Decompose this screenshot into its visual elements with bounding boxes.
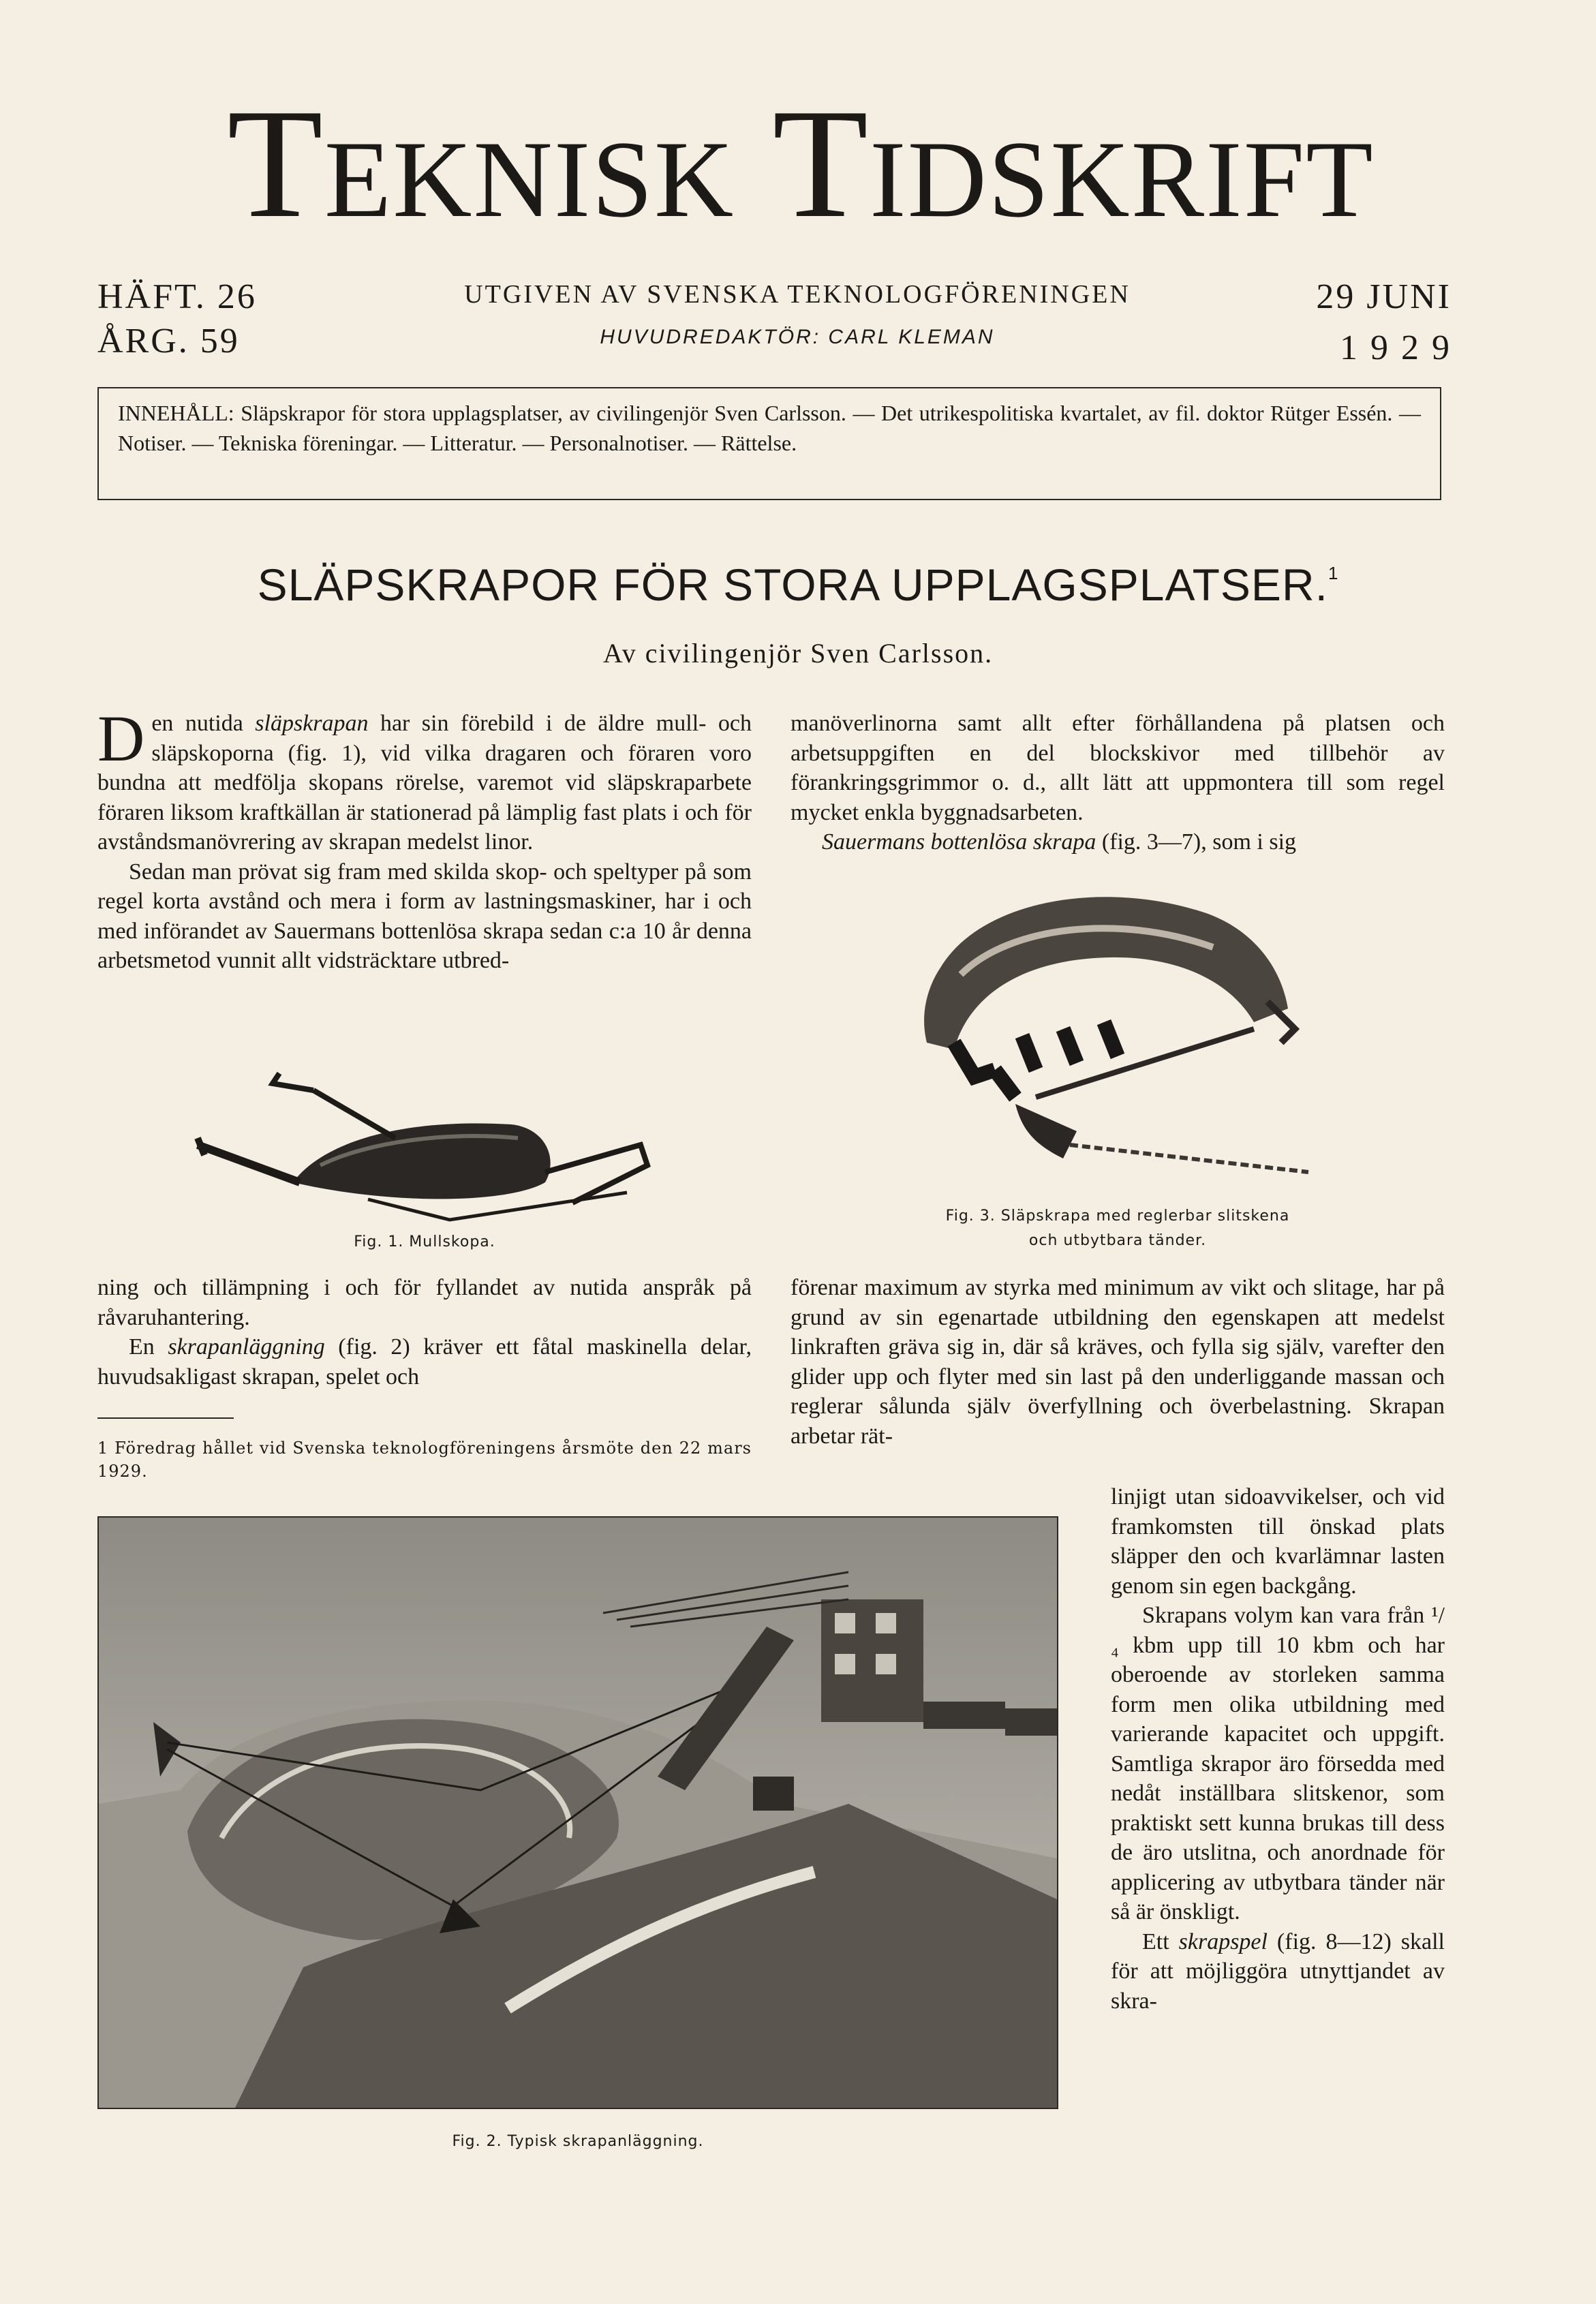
issue-year: 1 9 2 9	[1340, 328, 1452, 367]
fig2-caption: Fig. 2. Typisk skrapanläggning.	[452, 2133, 704, 2150]
footnote: 1 Föredrag hållet vid Svenska teknologföreningens årsmöte den 22 mars 1929.	[97, 1439, 752, 1481]
fig2-image	[97, 1516, 1058, 2109]
footnote-rule	[97, 1417, 234, 1419]
article-byline: Av civilingenjör Sven Carlsson.	[602, 638, 994, 669]
table-of-contents: INNEHÅLL: Släpskrapor för stora upplagsplatser, av civilingenjör Sven Carlsson. — Det utrikespolitiska kvartalet, av fil. doktor Rütger Essén. — Notiser. — Tekniska föreningar. — Litteratur. — Personalnotiser. — Rättelse.	[97, 387, 1441, 500]
fig3-caption-line1: Fig. 3. Släpskrapa med reglerbar slitskena	[945, 1208, 1290, 1225]
left-column-text-1: Den nutida släpskrapan har sin förebild i de äldre mull- och släpskoporna (fig. 1), vid vilka dragaren och föraren voro bundna att medfölja skopans rörelse, varemot vid släpskraparbete föraren liksom kraftkällan är stationerad på lämplig fast plats i och för avståndsmanövrering av skrapan medelst linor. Sedan man prövat sig fram med skilda skop- och speltyper på som regel korta avstånd och mera i form av lastningsmaskiner, har i och med införandet av Sauermans bottenlösa skrapa sedan c:a 10 år denna arbetsmetod vunnit allt vidsträcktare utbred-	[97, 702, 752, 973]
footnote-marker: 1	[1328, 563, 1339, 583]
left-column-text-2: ning och tillämpning i och för fyllandet av nutida anspråk på råvaruhantering. En skrapanläggning (fig. 2) kräver ett fåtal maskinella delar, huvudsakligast skrapan, spelet och	[97, 1275, 752, 1389]
issue-number: HÄFT. 26	[97, 277, 257, 316]
article-title: SLÄPSKRAPOR FÖR STORA UPPLAGSPLATSER.$^1$	[257, 559, 1339, 610]
fig1-image	[191, 1063, 668, 1233]
masthead-title: Teknisk Tidskrift	[227, 76, 1375, 250]
fig3-caption-line2: och utbytbara tänder.	[1028, 1232, 1207, 1249]
right-narrow-column-text: linjigt utan sidoavvikelser, och vid framkomsten till önskad plats släpper den och kvarlämnar lasten genom sin egen backgång. Skrapans volym kan vara från ¹/₄ kbm upp till 10 kbm och har oberoende av storleken samma form men olika utbildning med varierande kapacitet och uppgift. Samtliga skrapor äro försedda med nedåt inställbara slitskenor, som praktiskt sett kunna brukas till dess de äro utslitna, och anordnade för applicering av utbytbara tänder när så är önskligt. Ett skrapspel (fig. 8—12) skall för att möjliggöra utnyttjandet av skra-	[1111, 1484, 1445, 2014]
publisher-line: UTGIVEN AV SVENSKA TEKNOLOGFÖRENINGEN	[464, 280, 1131, 309]
right-column-text-2: förenar maximum av styrka med minimum av vikt och slitage, har på grund av sin egenartade utbildning den egenskapen att medelst linkraften gräva sig in, där så kräves, och fylla sig själv, varefter den glider upp och flyter med sin last på den underliggande massan och reglerar sålunda själv överfyllning och överbelastning. Skrapan arbetar rät-	[791, 1275, 1445, 1449]
volume-number: ÅRG. 59	[97, 322, 240, 360]
fig3-image	[900, 872, 1322, 1186]
right-column-text-1: manöverlinorna samt allt efter förhållandena på platsen och arbetsuppgiften en del blockskivor med tillbehör av förankringsgrimmor o. d., allt lätt att uppmontera till som regel mycket enkla byggnadsarbeten. Sauermans bottenlösa skrapa (fig. 3—7), som i sig	[791, 711, 1445, 855]
fig1-caption: Fig. 1. Mullskopa.	[354, 1233, 495, 1250]
issue-date: 29 JUNI	[1316, 277, 1452, 316]
editor-line: HUVUDREDAKTÖR: CARL KLEMAN	[600, 326, 995, 348]
drop-cap: D	[97, 702, 145, 775]
